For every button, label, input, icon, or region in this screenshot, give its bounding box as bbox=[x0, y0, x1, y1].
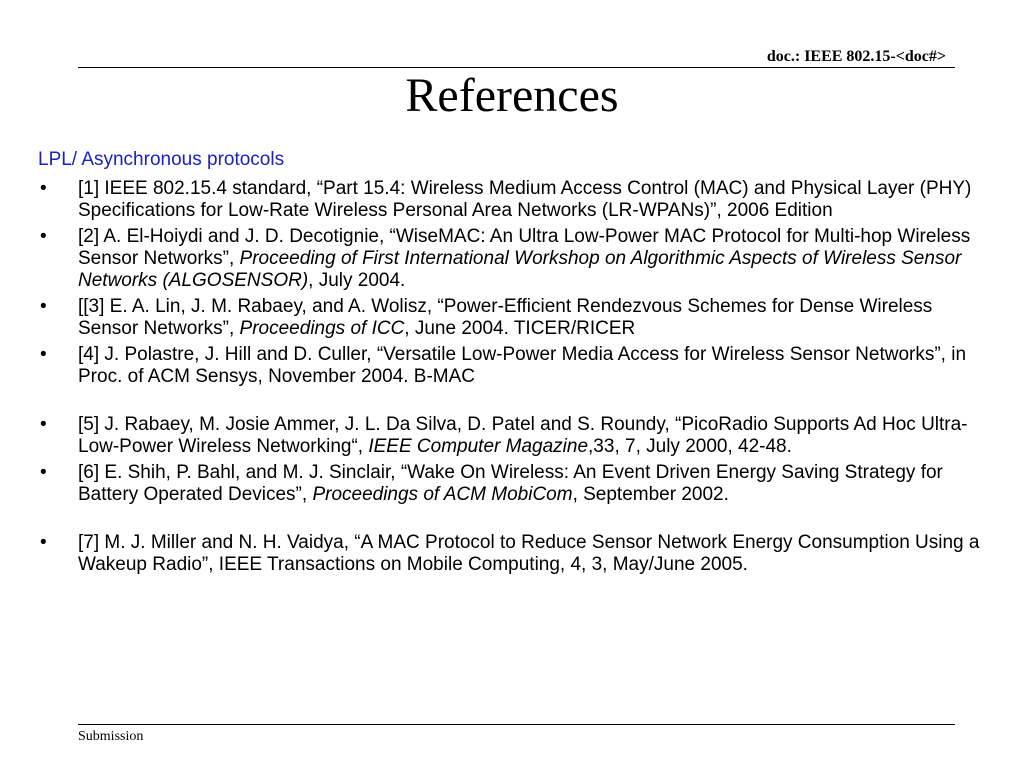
reference-item bbox=[38, 414, 988, 458]
bullet: • bbox=[40, 462, 47, 483]
reference-item bbox=[38, 178, 988, 222]
reference-segment: [[3] E. A. Lin, J. M. Rabaey, and A. Wolisz, “Power-Efficient Rendezvous Schemes for Dense Wireless Sensor Networks”, bbox=[78, 296, 933, 339]
reference-segment: [1] IEEE 802.15.4 standard, “Part 15.4: Wireless Medium Access Control (MAC) and Physical Layer (PHY) Specifications for Low-Rate Wireless Personal Area Networks (LR-WPANs)”, 2006 Edition bbox=[78, 178, 972, 221]
bullet: • bbox=[40, 296, 47, 317]
reference-item bbox=[38, 532, 988, 576]
reference-text bbox=[78, 296, 932, 339]
reference-segment: [6] E. Shih, P. Bahl, and M. J. Sinclair, “Wake On Wireless: An Event Driven Energy Saving Strategy for Battery Operated Devices”, bbox=[78, 462, 943, 505]
reference-segment: [4] J. Polastre, J. Hill and D. Culler, “Versatile Low-Power Media Access for Wireless Sensor Networks”, in Proc. of ACM Sensys, November 2004. B-MAC bbox=[78, 344, 967, 387]
reference-segment: , June 2004. TICER/RICER bbox=[404, 318, 636, 339]
reference-text bbox=[78, 414, 968, 457]
reference-list bbox=[38, 178, 988, 576]
document-id: doc.: IEEE 802.15-<doc#> bbox=[766, 48, 946, 65]
reference-text bbox=[78, 344, 966, 387]
section-heading: LPL/ Asynchronous protocols bbox=[38, 149, 285, 170]
bullet: • bbox=[40, 532, 47, 553]
reference-segment: , July 2004. bbox=[308, 270, 406, 291]
reference-item bbox=[38, 226, 988, 292]
reference-venue: Proceedings of ICC bbox=[239, 318, 405, 339]
reference-venue: IEEE Computer Magazine bbox=[368, 436, 589, 457]
footer-rule bbox=[78, 724, 955, 725]
slide-title: References bbox=[405, 69, 619, 122]
bullet: • bbox=[40, 344, 47, 365]
reference-item bbox=[38, 462, 988, 506]
bullet: • bbox=[40, 414, 47, 435]
reference-text bbox=[78, 462, 943, 505]
reference-segment: [2] A. El-Hoiydi and J. D. Decotignie, “WiseMAC: An Ultra Low-Power MAC Protocol for Multi-hop Wireless Sensor Networks”, bbox=[78, 226, 971, 269]
bullet: • bbox=[40, 226, 47, 247]
reference-item bbox=[38, 344, 988, 388]
reference-text bbox=[78, 178, 971, 221]
bullet: • bbox=[40, 178, 47, 199]
reference-segment: , September 2002. bbox=[572, 484, 729, 505]
reference-venue: Proceeding of First International Workshop on Algorithmic Aspects of Wireless Sensor Networks (ALGOSENSOR) bbox=[78, 248, 962, 291]
reference-text bbox=[78, 532, 979, 575]
reference-text bbox=[78, 226, 970, 291]
footer-label: Submission bbox=[78, 729, 144, 744]
slide-content bbox=[38, 149, 988, 576]
reference-segment: [5] J. Rabaey, M. Josie Ammer, J. L. Da Silva, D. Patel and S. Roundy, “PicoRadio Supports Ad Hoc Ultra-Low-Power Wireless Networking“, bbox=[78, 414, 968, 457]
reference-segment: [7] M. J. Miller and N. H. Vaidya, “A MAC Protocol to Reduce Sensor Network Energy Consumption Using a Wakeup Radio”, IEEE Transactions on Mobile Computing, 4, 3, May/June 2005. bbox=[78, 532, 980, 575]
reference-venue: Proceedings of ACM MobiCom bbox=[312, 484, 573, 505]
reference-segment: ,33, 7, July 2000, 42-48. bbox=[588, 436, 792, 457]
reference-item bbox=[38, 296, 988, 340]
